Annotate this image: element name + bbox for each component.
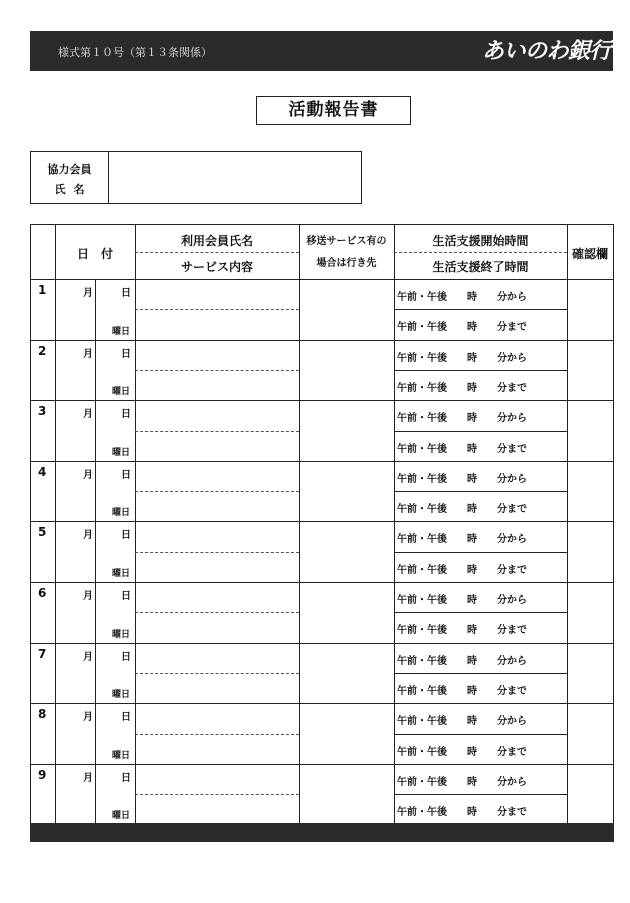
month-label: 月 <box>83 349 93 360</box>
time-divider <box>394 734 567 735</box>
row-number: 5 <box>38 525 47 539</box>
col-divider <box>95 279 96 823</box>
member-name-box <box>30 151 362 204</box>
row-number: 7 <box>38 647 47 661</box>
col-divider <box>567 225 568 823</box>
start-time-text: 午前・午後 時 分から <box>397 353 527 364</box>
row-divider <box>31 340 613 341</box>
row-divider <box>31 461 613 462</box>
start-time-text: 午前・午後 時 分から <box>397 474 527 485</box>
weekday-label: 曜日 <box>112 448 131 458</box>
month-label: 月 <box>83 409 93 420</box>
row-number: 4 <box>38 465 47 479</box>
month-label: 月 <box>83 712 93 723</box>
day-label: 日 <box>121 652 131 663</box>
month-label: 月 <box>83 773 93 784</box>
header-confirm: 確認欄 <box>571 247 608 261</box>
row-number: 9 <box>38 768 47 782</box>
header-dashed-divider <box>135 252 299 253</box>
header-start-time: 生活支援開始時間 <box>432 234 529 248</box>
service-dashed-divider <box>135 734 299 735</box>
start-time-text: 午前・午後 時 分から <box>397 413 527 424</box>
time-divider <box>394 673 567 674</box>
page-footer-bar <box>30 823 614 842</box>
start-time-text: 午前・午後 時 分から <box>397 292 527 303</box>
end-time-text: 午前・午後 時 分まで <box>397 322 527 333</box>
header-dashed-divider <box>394 252 567 253</box>
row-divider <box>31 764 613 765</box>
service-dashed-divider <box>135 370 299 371</box>
day-label: 日 <box>121 409 131 420</box>
form-number: 様式第１０号（第１３条関係） <box>58 46 212 59</box>
time-divider <box>394 612 567 613</box>
member-name-field[interactable] <box>109 152 361 203</box>
time-divider <box>394 491 567 492</box>
row-number: 8 <box>38 707 47 721</box>
day-label: 日 <box>121 773 131 784</box>
service-dashed-divider <box>135 673 299 674</box>
service-dashed-divider <box>135 309 299 310</box>
header-transport-line1: 移送サービス有の <box>306 236 387 247</box>
start-time-text: 午前・午後 時 分から <box>397 595 527 606</box>
day-label: 日 <box>121 288 131 299</box>
weekday-label: 曜日 <box>112 811 131 821</box>
month-label: 月 <box>83 652 93 663</box>
day-label: 日 <box>121 530 131 541</box>
day-label: 日 <box>121 712 131 723</box>
month-label: 月 <box>83 470 93 481</box>
end-time-text: 午前・午後 時 分まで <box>397 383 527 394</box>
service-dashed-divider <box>135 491 299 492</box>
time-divider <box>394 309 567 310</box>
day-label: 日 <box>121 349 131 360</box>
day-label: 日 <box>121 591 131 602</box>
bank-logo: あいのわ銀行 <box>481 39 611 64</box>
page-header-bar <box>30 31 613 71</box>
member-label-line1: 協力会員 <box>47 163 92 176</box>
row-number: 3 <box>38 404 47 418</box>
start-time-text: 午前・午後 時 分から <box>397 534 527 545</box>
weekday-label: 曜日 <box>112 327 131 337</box>
time-divider <box>394 794 567 795</box>
start-time-text: 午前・午後 時 分から <box>397 656 527 667</box>
weekday-label: 曜日 <box>112 630 131 640</box>
row-divider <box>31 643 613 644</box>
service-dashed-divider <box>135 612 299 613</box>
page-title: 活動報告書 <box>256 96 411 125</box>
end-time-text: 午前・午後 時 分まで <box>397 686 527 697</box>
end-time-text: 午前・午後 時 分まで <box>397 807 527 818</box>
member-label-line2: 氏名 <box>54 183 93 196</box>
row-number: 1 <box>38 283 47 297</box>
row-number: 2 <box>38 344 47 358</box>
row-divider <box>31 400 613 401</box>
weekday-label: 曜日 <box>112 569 131 579</box>
member-label-cell <box>31 152 109 203</box>
start-time-text: 午前・午後 時 分から <box>397 777 527 788</box>
header-date: 日 付 <box>76 247 113 261</box>
weekday-label: 曜日 <box>112 751 131 761</box>
month-label: 月 <box>83 530 93 541</box>
month-label: 月 <box>83 288 93 299</box>
col-divider <box>299 225 300 823</box>
row-divider <box>31 521 613 522</box>
time-divider <box>394 370 567 371</box>
weekday-label: 曜日 <box>112 387 131 397</box>
header-end-time: 生活支援終了時間 <box>432 260 529 274</box>
month-label: 月 <box>83 591 93 602</box>
start-time-text: 午前・午後 時 分から <box>397 716 527 727</box>
row-divider <box>31 582 613 583</box>
service-dashed-divider <box>135 431 299 432</box>
header-divider <box>31 279 613 280</box>
end-time-text: 午前・午後 時 分まで <box>397 747 527 758</box>
row-divider <box>31 703 613 704</box>
time-divider <box>394 552 567 553</box>
weekday-label: 曜日 <box>112 690 131 700</box>
header-transport-line2: 場合は行き先 <box>316 258 377 269</box>
col-divider <box>55 225 56 823</box>
service-dashed-divider <box>135 794 299 795</box>
activity-table <box>30 224 614 824</box>
row-number: 6 <box>38 586 47 600</box>
header-service: サービス内容 <box>180 260 253 274</box>
end-time-text: 午前・午後 時 分まで <box>397 504 527 515</box>
end-time-text: 午前・午後 時 分まで <box>397 444 527 455</box>
day-label: 日 <box>121 470 131 481</box>
service-dashed-divider <box>135 552 299 553</box>
time-divider <box>394 431 567 432</box>
end-time-text: 午前・午後 時 分まで <box>397 625 527 636</box>
weekday-label: 曜日 <box>112 508 131 518</box>
end-time-text: 午前・午後 時 分まで <box>397 565 527 576</box>
header-user-name: 利用会員氏名 <box>180 234 253 248</box>
